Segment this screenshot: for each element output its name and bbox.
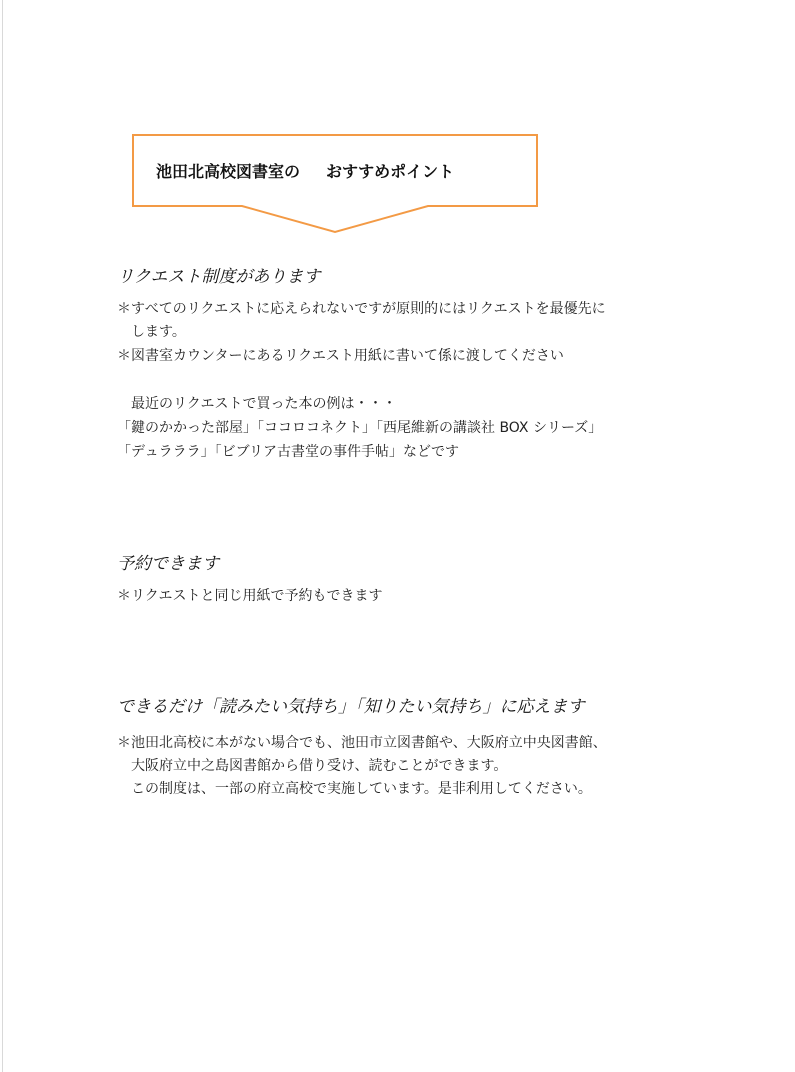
callout-box <box>132 134 542 236</box>
interlibrary-line-2: 大阪府立中之島図書館から借り受け、読むことができます。 <box>117 758 508 774</box>
request-line-5: 最近のリクエストで買った本の例は・・・ <box>117 396 397 412</box>
request-line-7: 「デュラララ」「ビブリア古書堂の事件手帖」などです <box>117 444 460 460</box>
callout-title-part1: 池田北高校図書室の <box>156 162 301 181</box>
page-left-border <box>2 0 3 1072</box>
request-line-3: ＊図書室カウンターにあるリクエスト用紙に書いて係に渡してください <box>117 348 564 364</box>
callout-title-part2: おすすめポイント <box>326 162 455 181</box>
request-line-2: します。 <box>117 324 186 340</box>
interlibrary-line-3: この制度は、一部の府立高校で実施しています。是非利用してください。 <box>117 781 592 797</box>
request-line-6: 「鍵のかかった部屋」「ココロコネクト」「西尾維新の講談社 BOX シリーズ」 <box>117 420 603 436</box>
section-heading-request: リクエスト制度があります <box>117 267 321 287</box>
callout-title <box>156 159 454 182</box>
section-heading-interlibrary: できるだけ「読みたい気持ち」「知りたい気持ち」に応えます <box>117 697 585 717</box>
interlibrary-line-1: ＊池田北高校に本がない場合でも、池田市立図書館や、大阪府立中央図書館、 <box>117 735 607 751</box>
reservation-line-1: ＊リクエストと同じ用紙で予約もできます <box>117 588 383 604</box>
callout-arrow-shape <box>132 134 542 236</box>
request-line-1: ＊すべてのリクエストに応えられないですが原則的にはリクエストを最優先に <box>117 301 606 317</box>
section-heading-reservation: 予約できます <box>117 554 219 574</box>
